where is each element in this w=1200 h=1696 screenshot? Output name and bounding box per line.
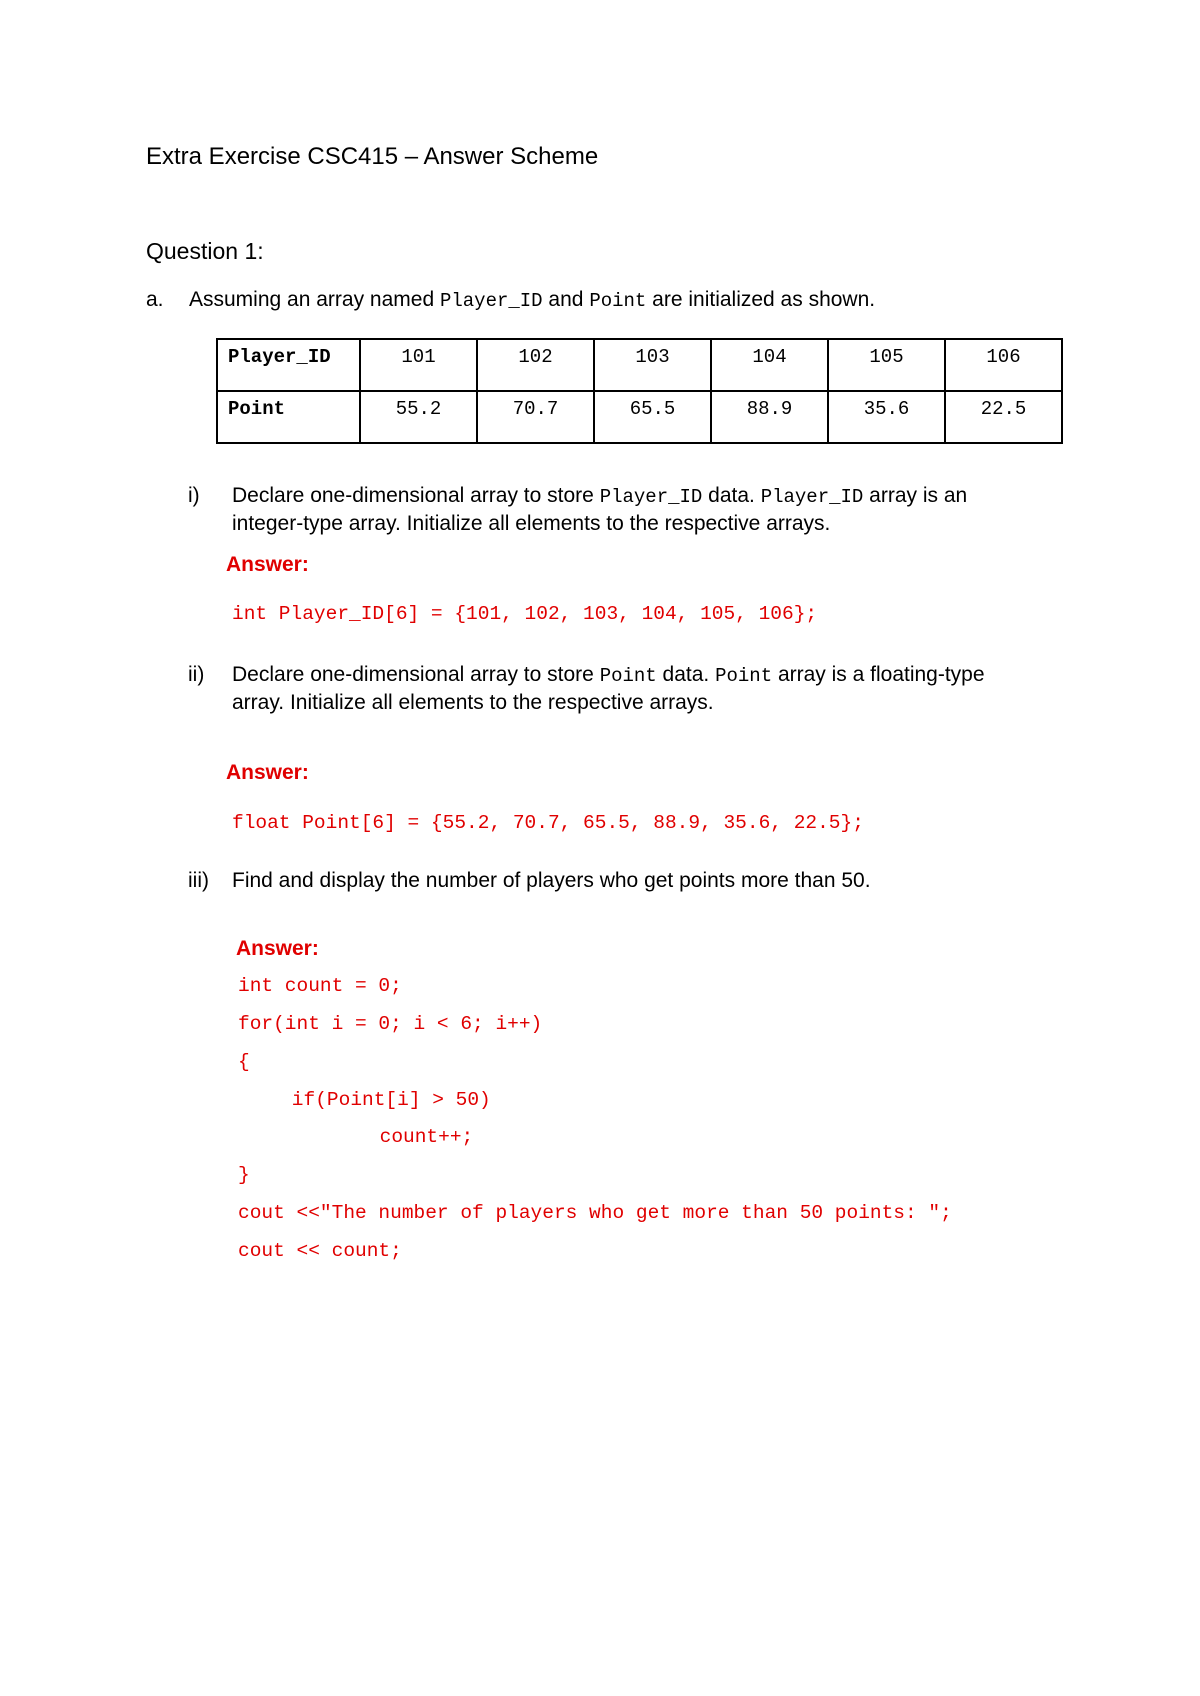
- table-cell: 70.7: [477, 391, 594, 443]
- table-cell: 55.2: [360, 391, 477, 443]
- part-a-text: Assuming an array named Player_ID and Point are initialized as shown.: [189, 288, 876, 312]
- document-title: Extra Exercise CSC415 – Answer Scheme: [146, 143, 599, 170]
- code-line: cout << count;: [238, 1240, 402, 1262]
- q-ii-answer-label: Answer:: [226, 761, 309, 784]
- table-row: [217, 391, 1062, 443]
- table-row: [217, 339, 1062, 391]
- table-cell: 102: [477, 339, 594, 391]
- q-iii-line1: Find and display the number of players who get points more than 50.: [232, 869, 871, 892]
- table-cell: 88.9: [711, 391, 828, 443]
- part-a-label: a.: [146, 288, 164, 311]
- player-points-table: [216, 338, 1063, 444]
- table-cell: 103: [594, 339, 711, 391]
- code-line: count++;: [286, 1126, 474, 1148]
- table-cell: 105: [828, 339, 945, 391]
- q-ii-line1: Declare one-dimensional array to store Point data. Point array is a floating-type: [232, 663, 985, 687]
- q-ii-line2: array. Initialize all elements to the respective arrays.: [232, 691, 714, 714]
- table-cell: 35.6: [828, 391, 945, 443]
- q-i-label: i): [188, 484, 200, 507]
- code-line: if(Point[i] > 50): [245, 1089, 491, 1111]
- code-line: for(int i = 0; i < 6; i++): [238, 1013, 543, 1035]
- code-line: }: [238, 1164, 250, 1186]
- table-cell: 65.5: [594, 391, 711, 443]
- question-heading: Question 1:: [146, 238, 264, 264]
- table-cell: 106: [945, 339, 1062, 391]
- q-iii-answer-label: Answer:: [236, 937, 319, 960]
- code-line: {: [238, 1051, 250, 1073]
- code-line: cout <<"The number of players who get more than 50 points: ";: [238, 1202, 952, 1224]
- code-line: int count = 0;: [238, 975, 402, 997]
- row-header: Point: [217, 391, 360, 443]
- q-i-line1: Declare one-dimensional array to store Player_ID data. Player_ID array is an: [232, 484, 968, 508]
- q-i-answer-label: Answer:: [226, 553, 309, 576]
- row-header: Player_ID: [217, 339, 360, 391]
- q-i-line2: integer-type array. Initialize all elements to the respective arrays.: [232, 512, 831, 535]
- q-i-answer-code: int Player_ID[6] = {101, 102, 103, 104, 105, 106};: [232, 603, 818, 625]
- table-cell: 101: [360, 339, 477, 391]
- q-iii-label: iii): [188, 869, 209, 892]
- q-ii-answer-code: float Point[6] = {55.2, 70.7, 65.5, 88.9, 35.6, 22.5};: [232, 812, 864, 834]
- table-cell: 104: [711, 339, 828, 391]
- table-cell: 22.5: [945, 391, 1062, 443]
- q-ii-label: ii): [188, 663, 205, 686]
